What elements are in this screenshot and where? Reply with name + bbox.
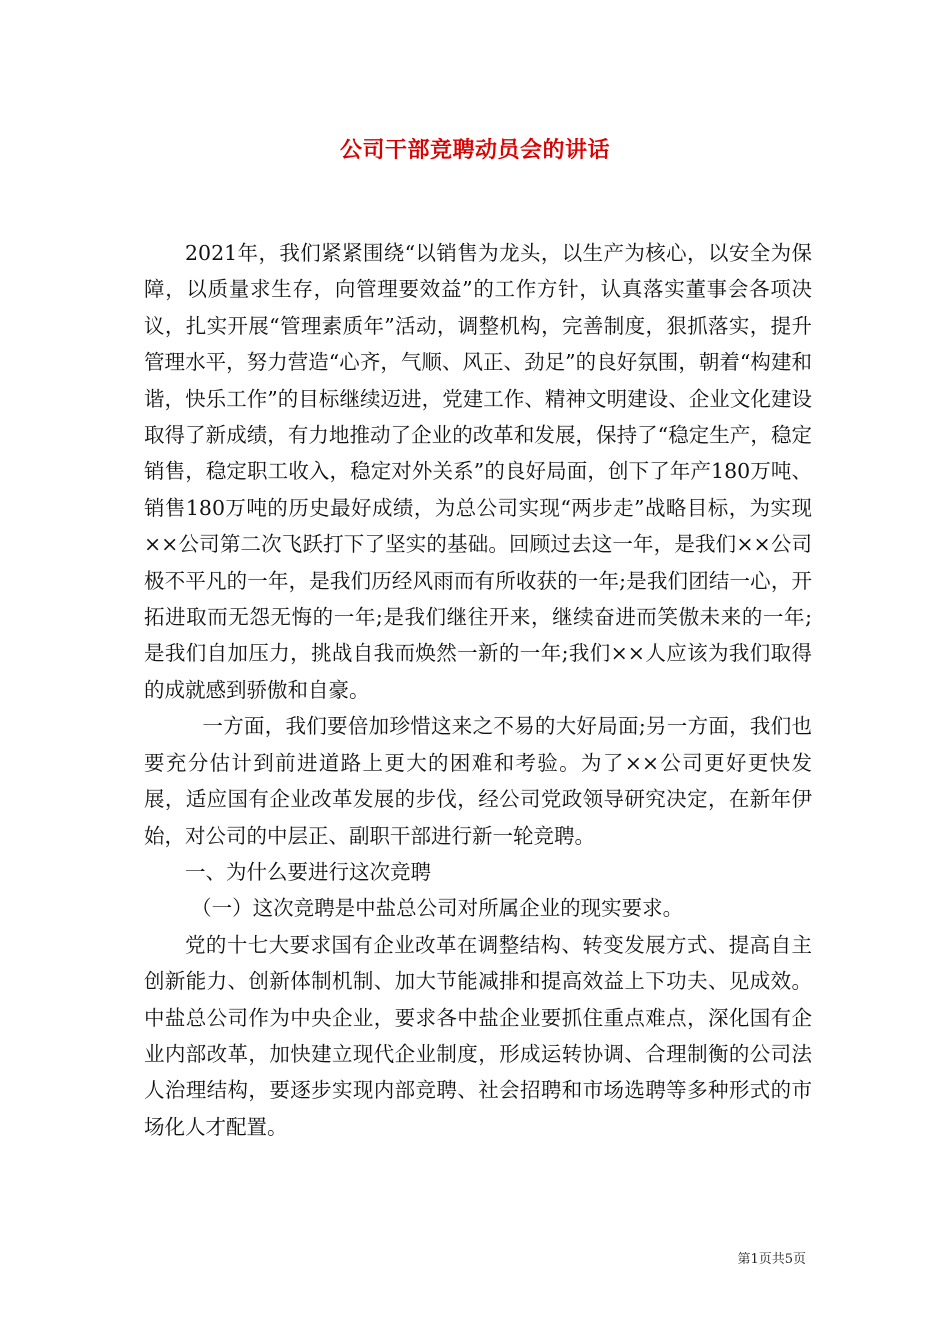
paragraph-intro: 2021年，我们紧紧围绕“以销售为龙头，以生产为核心，以安全为保障，以质量求生存，向管理要效益”的工作方针，认真落实董事会各项决议，扎实开展“管理素质年”活动，调整机构，完善制度，狠抓落实，提升管理水平，努力营造“心齐，气顺、风正、劲足”的良好氛围，朝着“构建和谐，快乐工作”的目标继续迈进，党建工作、精神文明建设、企业文化建设取得了新成绩，有力地推动了企业的改革和发展，保持了“稳定生产，稳定销售，稳定职工收入，稳定对外关系”的良好局面，创下了年产180万吨、销售180万吨的历史最好成绩，为总公司实现“两步走”战略目标，为实现××公司第二次飞跃打下了坚实的基础。回顾过去这一年，是我们××公司极不平凡的一年，是我们历经风雨而有所收获的一年;是我们团结一心，开拓进取而无怨无悔的一年;是我们继往开来，继续奋进而笑傲未来的一年;是我们自加压力，挑战自我而焕然一新的一年;我们××人应该为我们取得的成就感到骄傲和自豪。 xyxy=(144,241,812,702)
page-number: 第1页共5页 xyxy=(737,1252,806,1267)
paragraph-requirements: 党的十七大要求国有企业改革在调整结构、转变发展方式、提高自主创新能力、创新体制机制、加大节能减排和提高效益上下功夫、见成效。中盐总公司作为中央企业，要求各中盐企业要抓住重点难点，深化国有企业内部改革，加快建立现代企业制度，形成运转协调、合理制衡的公司法人治理结构，要逐步实现内部竞聘、社会招聘和市场选聘等多种形式的市场化人才配置。 xyxy=(144,932,812,1139)
subsection-heading: （一）这次竞聘是中盐总公司对所属企业的现实要求。 xyxy=(191,896,684,921)
paragraph-situation: 一方面，我们要倍加珍惜这来之不易的大好局面;另一方面，我们也要充分估计到前进道路上更大的困难和考验。为了××公司更好更快发展，适应国有企业改革发展的步伐，经公司党政领导研究决定，在新年伊始，对公司的中层正、副职干部进行新一轮竞聘。 xyxy=(144,714,812,848)
document-title: 公司干部竞聘动员会的讲话 xyxy=(339,137,610,163)
section-heading: 一、为什么要进行这次竞聘 xyxy=(185,859,431,884)
document-body xyxy=(144,235,812,1145)
